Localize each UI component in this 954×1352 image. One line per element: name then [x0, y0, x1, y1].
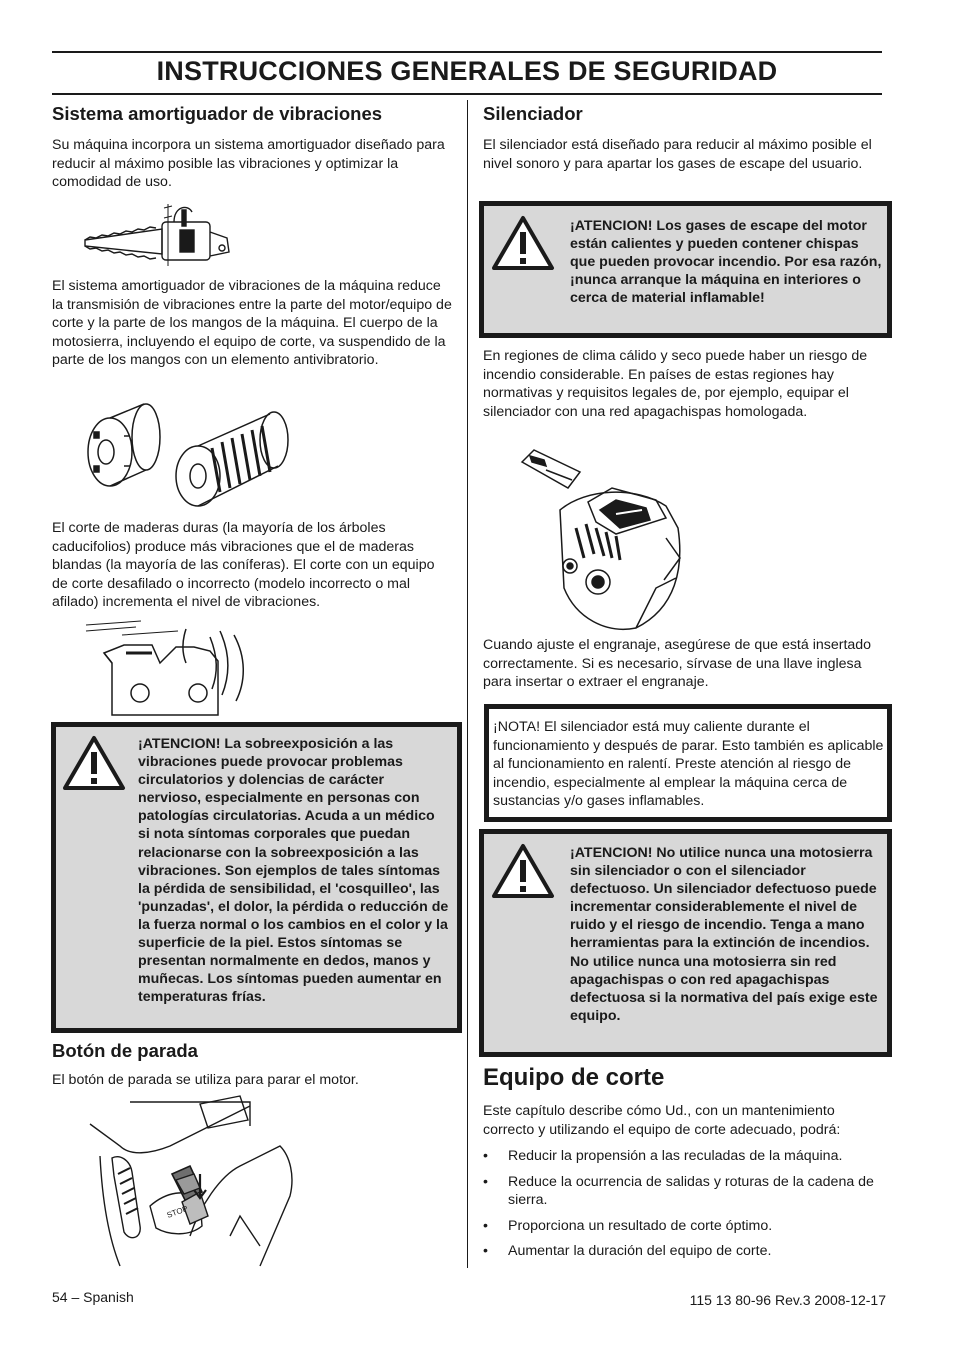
title-rule — [52, 93, 882, 95]
chainsaw-illustration — [82, 196, 232, 274]
warning-triangle-icon — [490, 842, 556, 900]
list-item: • Proporciona un resultado de corte óptimo. — [483, 1217, 888, 1236]
vibration-wood-types: El corte de maderas duras (la mayoría de los árboles caducifolios) produce más vibraciones que el de maderas blandas (la mayoría de las coníferas). El corte con un equipo de corte desafilado o incorrecto (modelo incorrecto o mal afilado) incrementa el nivel de vibraciones. — [52, 520, 435, 611]
list-item: • Aumentar la duración del equipo de corte. — [483, 1242, 888, 1261]
muffler-illustration — [516, 448, 686, 633]
stop-switch-label: STOP — [165, 1204, 190, 1220]
vibration-description: El sistema amortiguador de vibraciones de la máquina reduce la transmisión de vibraciones entre la parte del motor/equipo de corte y la parte de los mangos de la máquina. El cuerpo de la motosierra, incluyendo el equipo de corte, va suspendido de la parte de los mangos con un elemento antivibratorio. — [52, 278, 452, 369]
saw-chain-illustration — [86, 617, 261, 717]
fire-risk-paragraph: En regiones de clima cálido y seco puede haber un riesgo de incendio considerable. En países de estas regiones hay normativas y requisitos legales de, por ejemplo, equipar el silenciador con una red apagachispas homologada. — [483, 348, 868, 420]
cutting-equipment-intro: Este capítulo describe cómo Ud., con un mantenimiento correcto y utilizando el equipo de corte adecuado, podrá: — [483, 1103, 841, 1138]
muffler-note-text: ¡NOTA! El silenciador está muy caliente durante el funcionamiento y después de parar. Esto también es aplicable al funcionamiento en ralentí. Preste atención al riesgo de incendio, especialmente al emplear la máquina cerca de sustancias y/o gases inflamables. — [493, 719, 884, 810]
muffler-warning-box — [479, 829, 892, 1057]
exhaust-warning-box — [479, 201, 892, 338]
page-number: 54 – Spanish — [52, 1289, 134, 1305]
stop-switch-illustration — [90, 1096, 305, 1266]
stop-button-heading: Botón de parada — [52, 1040, 198, 1061]
vibration-intro: Su máquina incorpora un sistema amortiguador diseñado para reducir al máximo posible las vibraciones y optimizar la comodidad de uso. — [52, 137, 445, 191]
warning-triangle-icon — [490, 214, 556, 272]
top-rule — [52, 51, 882, 53]
warning-triangle-icon — [61, 734, 127, 792]
anti-vibration-elements-illustration — [84, 396, 304, 514]
vibration-warning-box — [51, 722, 462, 1033]
list-item: • Reducir la propensión a las reculadas de la máquina. — [483, 1147, 888, 1166]
exhaust-warning-text: ¡ATENCION! Los gases de escape del motor están calientes y pueden contener chispas que pueden provocar incendio. Por esa razón, ¡nunca arranque la máquina en interiores o cerca de material inflamable! — [570, 218, 882, 307]
vibration-warning-text: ¡ATENCION! La sobreexposición a las vibraciones puede provocar problemas circulatorios y dolencias de carácter nervioso, especialmente en personas con patologías circulatorias. Acuda a un médico si nota síntomas corporales que puedan relacionarse con la sobreexposición a las vibraciones. Son ejemplos de tales síntomas la pérdida de sensibilidad, el 'cosquilleo', las 'punzadas', el dolor, la pérdida o reducción de la fuerza normal o los cambios en el color y la superficie de la piel. Estos síntomas se presentan normalmente en dedos, manos y muñecas. Los síntomas pueden aumentar en temperaturas frías. — [138, 736, 449, 1006]
cutting-equipment-list — [483, 1147, 888, 1268]
document-reference: 115 13 80-96 Rev.3 2008-12-17 — [689, 1292, 886, 1308]
column-divider — [467, 100, 468, 1268]
vibration-heading: Sistema amortiguador de vibraciones — [52, 103, 383, 124]
muffler-heading: Silenciador — [483, 103, 583, 124]
cutting-equipment-heading: Equipo de corte — [483, 1064, 665, 1091]
muffler-intro: El silenciador está diseñado para reducir al máximo posible el nivel sonoro y para apartar los gases de escape del usuario. — [483, 137, 872, 172]
stop-button-description: El botón de parada se utiliza para parar el motor. — [52, 1072, 359, 1088]
gear-paragraph: Cuando ajuste el engranaje, asegúrese de que está insertado correctamente. Si es necesario, sírvase de una llave inglesa para insertar o extraer el engranaje. — [483, 637, 872, 691]
list-item: • Reduce la ocurrencia de salidas y roturas de la cadena de sierra. — [483, 1173, 888, 1210]
muffler-note-box — [484, 704, 892, 822]
muffler-warning-text: ¡ATENCION! No utilice nunca una motosierra sin silenciador o con el silenciador defectuoso. Un silenciador defectuoso puede incrementar considerablemente el nivel de ruido y el riesgo de incendio. Tenga a mano herramientas para la extinción de incendios. No utilice nunca una motosierra sin red apagachispas o con red apagachispas defectuosa si la normativa del país exige este equipo. — [570, 845, 878, 1024]
page-title: INSTRUCCIONES GENERALES DE SEGURIDAD — [156, 56, 778, 86]
